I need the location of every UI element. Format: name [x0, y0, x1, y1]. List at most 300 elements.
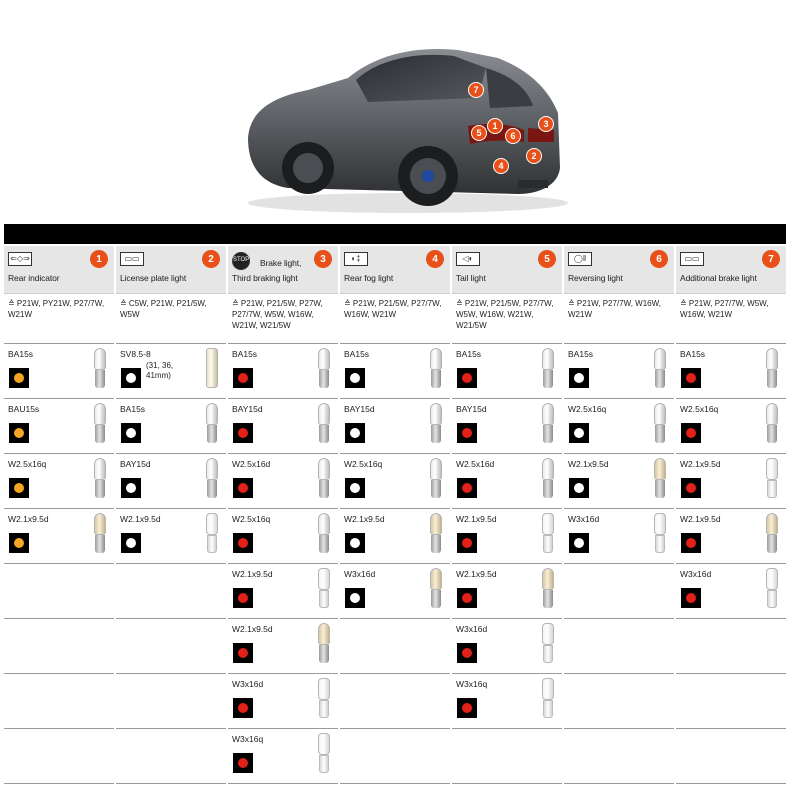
- bulb-glass: [430, 458, 442, 480]
- socket-type: W3x16q: [456, 679, 488, 689]
- light-color-swatch: [345, 368, 365, 388]
- light-color-swatch: [233, 368, 253, 388]
- bulb-glass: [430, 513, 442, 535]
- table-cell: [564, 509, 674, 564]
- socket-type: W2.1x9.5d: [120, 514, 161, 524]
- color-dot: [350, 593, 360, 603]
- bulb-glass: [318, 733, 330, 755]
- column-label-prefix: Brake light,: [260, 258, 302, 268]
- color-dot: [462, 428, 472, 438]
- bulb-glass: [206, 458, 218, 480]
- equivalent-types: ≙ P21W, P27/7W, W5W, W16W, W21W: [676, 294, 786, 344]
- table-cell: [228, 399, 338, 454]
- bulb-image: [540, 513, 556, 557]
- bulb-glass: [766, 568, 778, 590]
- socket-type: BA15s: [456, 349, 482, 359]
- bulb-glass: [206, 348, 218, 388]
- bulb-image: [540, 678, 556, 722]
- bulb-glass: [542, 678, 554, 700]
- light-color-swatch: [681, 423, 701, 443]
- socket-type: BA15s: [232, 349, 258, 359]
- column-7: [676, 246, 786, 784]
- color-dot: [686, 428, 696, 438]
- bulb-base: [207, 535, 217, 553]
- light-color-swatch: [233, 643, 253, 663]
- color-dot: [238, 593, 248, 603]
- bulb-glass: [318, 623, 330, 645]
- bulb-image: [316, 733, 332, 777]
- color-dot: [14, 483, 24, 493]
- column-label: Tail light: [456, 273, 486, 283]
- equivalent-types: ≙ P21W, PY21W, P27/7W, W21W: [4, 294, 114, 344]
- equivalent-types: ≙ P21W, P27/7W, W16W, W21W: [564, 294, 674, 344]
- column-number-badge: 7: [762, 250, 780, 268]
- equivalent-types: ≙ C5W, P21W, P21/5W, W5W: [116, 294, 226, 344]
- bulb-glass: [766, 403, 778, 425]
- bulb-image: [316, 678, 332, 722]
- color-dot: [574, 428, 584, 438]
- color-dot: [462, 373, 472, 383]
- socket-type: BA15s: [568, 349, 594, 359]
- bulb-glass: [542, 348, 554, 370]
- bulb-base: [543, 480, 553, 498]
- column-header: [340, 246, 450, 294]
- color-dot: [574, 483, 584, 493]
- table-cell: [676, 564, 786, 619]
- table-cell: [4, 454, 114, 509]
- light-color-swatch: [569, 478, 589, 498]
- color-dot: [126, 428, 136, 438]
- light-color-swatch: [233, 698, 253, 718]
- reversing-light-icon: ◯‖: [568, 252, 592, 266]
- tail-light-icon: ◁◐: [456, 252, 480, 266]
- bulb-image: [92, 348, 108, 392]
- light-color-swatch: [457, 588, 477, 608]
- socket-type: W2.1x9.5d: [232, 569, 273, 579]
- bulb-base: [95, 480, 105, 498]
- color-dot: [350, 538, 360, 548]
- table-cell: [564, 674, 674, 729]
- rear-indicator-icon: ⇐◇⇒: [8, 252, 32, 266]
- bulb-image: [764, 348, 780, 392]
- table-cell: [116, 564, 226, 619]
- bulb-image: [92, 458, 108, 502]
- column-number-badge: 6: [650, 250, 668, 268]
- license-plate-icon: ▭▭: [120, 252, 144, 266]
- table-cell: [564, 399, 674, 454]
- bulb-glass: [318, 348, 330, 370]
- table-cell: [452, 564, 562, 619]
- table-cell: [4, 729, 114, 784]
- car-illustration-area: [0, 0, 800, 224]
- bulb-image: [204, 513, 220, 557]
- bulb-glass: [654, 348, 666, 370]
- bulb-image: [652, 513, 668, 557]
- bulb-glass: [654, 403, 666, 425]
- column-label: Additional brake light: [680, 273, 757, 283]
- bulb-image: [764, 568, 780, 612]
- column-1: [4, 246, 114, 784]
- table-cell: [452, 454, 562, 509]
- table-cell: [564, 564, 674, 619]
- table-cell: [228, 454, 338, 509]
- socket-type: W2.5x16d: [456, 459, 495, 469]
- table-cell: [228, 729, 338, 784]
- bulb-glass: [318, 403, 330, 425]
- bulb-glass: [654, 458, 666, 480]
- bulb-base: [655, 370, 665, 388]
- bulb-glass: [206, 513, 218, 535]
- bulb-base: [767, 425, 777, 443]
- car-marker-1: 1: [487, 118, 503, 134]
- bulb-image: [428, 458, 444, 502]
- column-header: [676, 246, 786, 294]
- bulb-image: [428, 403, 444, 447]
- light-color-swatch: [681, 588, 701, 608]
- socket-type: W3x16d: [680, 569, 712, 579]
- bulb-base: [319, 590, 329, 608]
- bulb-glass: [318, 568, 330, 590]
- socket-length-note: (31, 36, 41mm): [146, 361, 174, 380]
- car-marker-5: 5: [471, 125, 487, 141]
- table-cell: [564, 729, 674, 784]
- column-label: Rear indicator: [8, 273, 60, 283]
- bulb-glass: [94, 458, 106, 480]
- column-5: [452, 246, 562, 784]
- column-header: [4, 246, 114, 294]
- bulb-glass: [318, 513, 330, 535]
- light-color-swatch: [9, 368, 29, 388]
- socket-type: BAU15s: [8, 404, 40, 414]
- color-dot: [462, 538, 472, 548]
- bulb-image: [206, 348, 218, 392]
- socket-type: W2.1x9.5d: [680, 514, 721, 524]
- socket-type: W3x16d: [456, 624, 488, 634]
- color-dot: [350, 373, 360, 383]
- table-cell: [228, 619, 338, 674]
- color-dot: [238, 538, 248, 548]
- socket-type: SV8.5-8: [120, 349, 151, 359]
- rear-fog-light-icon: ◐‡: [344, 252, 368, 266]
- socket-type: BAY15d: [120, 459, 151, 469]
- bulb-image: [428, 568, 444, 612]
- bulb-image: [316, 513, 332, 557]
- bulb-image: [652, 458, 668, 502]
- socket-type: BAY15d: [456, 404, 487, 414]
- socket-type: W2.5x16q: [8, 459, 47, 469]
- table-cell: [228, 564, 338, 619]
- bulb-base: [431, 590, 441, 608]
- table-cell: [116, 619, 226, 674]
- bulb-base: [767, 590, 777, 608]
- column-number-badge: 3: [314, 250, 332, 268]
- color-dot: [686, 483, 696, 493]
- color-dot: [462, 648, 472, 658]
- table-cell: [340, 729, 450, 784]
- light-color-swatch: [233, 588, 253, 608]
- bulb-image: [540, 458, 556, 502]
- table-cell: [116, 729, 226, 784]
- table-cell: [116, 674, 226, 729]
- column-number-badge: 1: [90, 250, 108, 268]
- car-marker-4: 4: [493, 158, 509, 174]
- table-cell: [228, 344, 338, 399]
- table-cell: [676, 399, 786, 454]
- table-cell: [340, 509, 450, 564]
- light-color-swatch: [681, 368, 701, 388]
- bulb-image: [316, 403, 332, 447]
- color-dot: [686, 593, 696, 603]
- bulb-image: [540, 623, 556, 667]
- bulb-glass: [542, 403, 554, 425]
- bulb-base: [431, 480, 441, 498]
- bulb-base: [655, 480, 665, 498]
- car-illustration: [228, 18, 578, 218]
- table-cell: [452, 619, 562, 674]
- table-cell: [4, 619, 114, 674]
- bulb-base: [319, 645, 329, 663]
- column-label: Reversing light: [568, 273, 623, 283]
- table-cell: [340, 454, 450, 509]
- color-dot: [350, 483, 360, 493]
- bulb-glass: [766, 513, 778, 535]
- bulb-glass: [542, 568, 554, 590]
- socket-type: BA15s: [8, 349, 34, 359]
- table-cell: [564, 344, 674, 399]
- bulb-image: [316, 458, 332, 502]
- bulb-glass: [766, 348, 778, 370]
- bulb-image: [764, 513, 780, 557]
- column-4: [340, 246, 450, 784]
- light-color-swatch: [9, 533, 29, 553]
- bulb-glass: [318, 678, 330, 700]
- bulb-image: [540, 568, 556, 612]
- color-dot: [462, 483, 472, 493]
- bulb-base: [655, 425, 665, 443]
- table-cell: [452, 399, 562, 454]
- light-color-swatch: [569, 423, 589, 443]
- socket-type: W2.5x16q: [568, 404, 607, 414]
- bulb-glass: [94, 348, 106, 370]
- socket-type: W2.1x9.5d: [456, 514, 497, 524]
- equivalent-types: ≙ P21W, P21/5W, P27W, P27/7W, W5W, W16W, W21W, W21/5W: [228, 294, 338, 344]
- column-6: [564, 246, 674, 784]
- bulb-glass: [766, 458, 778, 480]
- light-color-swatch: [457, 698, 477, 718]
- bulb-glass: [430, 348, 442, 370]
- header-bar: [4, 224, 786, 244]
- socket-type: BA15s: [344, 349, 370, 359]
- socket-type: W3x16q: [232, 734, 264, 744]
- table-cell: [340, 399, 450, 454]
- light-color-swatch: [9, 478, 29, 498]
- bulb-glass: [94, 513, 106, 535]
- color-dot: [238, 428, 248, 438]
- table-cell: [116, 509, 226, 564]
- light-color-swatch: [569, 533, 589, 553]
- light-color-swatch: [457, 533, 477, 553]
- column-header: [116, 246, 226, 294]
- table-cell: [4, 509, 114, 564]
- light-color-swatch: [121, 478, 141, 498]
- light-color-swatch: [345, 533, 365, 553]
- bulb-image: [428, 348, 444, 392]
- color-dot: [238, 703, 248, 713]
- car-marker-6: 6: [505, 128, 521, 144]
- color-dot: [238, 648, 248, 658]
- socket-type: BA15s: [120, 404, 146, 414]
- column-number-badge: 4: [426, 250, 444, 268]
- bulb-base: [207, 480, 217, 498]
- bulb-image: [92, 513, 108, 557]
- socket-type: W2.5x16q: [344, 459, 383, 469]
- socket-type: W2.1x9.5d: [232, 624, 273, 634]
- bulb-image: [92, 403, 108, 447]
- table-cell: [228, 674, 338, 729]
- additional-brake-light-icon: ▭▭: [680, 252, 704, 266]
- column-header: [228, 246, 338, 294]
- light-color-swatch: [121, 368, 141, 388]
- column-number-badge: 5: [538, 250, 556, 268]
- table-cell: [340, 674, 450, 729]
- bulb-base: [543, 700, 553, 718]
- bulb-image: [204, 458, 220, 502]
- color-dot: [238, 373, 248, 383]
- socket-type: BAY15d: [344, 404, 375, 414]
- table-cell: [452, 509, 562, 564]
- color-dot: [14, 373, 24, 383]
- bulb-base: [431, 425, 441, 443]
- bulb-base: [207, 425, 217, 443]
- bulb-image: [764, 403, 780, 447]
- color-dot: [350, 428, 360, 438]
- bulb-image: [540, 403, 556, 447]
- light-color-swatch: [345, 588, 365, 608]
- bulb-glass: [430, 568, 442, 590]
- socket-type: BA15s: [680, 349, 706, 359]
- color-dot: [14, 538, 24, 548]
- light-color-swatch: [121, 533, 141, 553]
- color-dot: [574, 373, 584, 383]
- bulb-base: [543, 370, 553, 388]
- bulb-base: [319, 425, 329, 443]
- bulb-base: [431, 370, 441, 388]
- bulb-glass: [542, 513, 554, 535]
- table-cell: [564, 454, 674, 509]
- bulb-base: [543, 645, 553, 663]
- table-cell: [4, 344, 114, 399]
- socket-type: W2.1x9.5d: [568, 459, 609, 469]
- light-color-swatch: [345, 478, 365, 498]
- light-color-swatch: [681, 478, 701, 498]
- bulb-glass: [318, 458, 330, 480]
- socket-type: W2.1x9.5d: [680, 459, 721, 469]
- table-cell: [228, 509, 338, 564]
- light-color-swatch: [233, 478, 253, 498]
- bulb-glass: [654, 513, 666, 535]
- bulb-glass: [542, 623, 554, 645]
- socket-type: W2.1x9.5d: [8, 514, 49, 524]
- color-dot: [462, 593, 472, 603]
- table-cell: [4, 564, 114, 619]
- bulb-glass: [94, 403, 106, 425]
- light-color-swatch: [457, 478, 477, 498]
- bulb-image: [764, 458, 780, 502]
- color-dot: [574, 538, 584, 548]
- socket-type: W2.1x9.5d: [344, 514, 385, 524]
- bulb-base: [543, 425, 553, 443]
- light-color-swatch: [233, 423, 253, 443]
- color-dot: [238, 758, 248, 768]
- column-header: [452, 246, 562, 294]
- socket-type: W3x16d: [232, 679, 264, 689]
- bulb-glass: [542, 458, 554, 480]
- table-cell: [676, 509, 786, 564]
- socket-type: W2.1x9.5d: [456, 569, 497, 579]
- color-dot: [686, 538, 696, 548]
- socket-type: W2.5x16d: [232, 459, 271, 469]
- table-cell: [676, 344, 786, 399]
- bulb-base: [319, 480, 329, 498]
- column-label: License plate light: [120, 273, 187, 283]
- table-cell: [676, 674, 786, 729]
- table-cell: [116, 454, 226, 509]
- column-label: Rear fog light: [344, 273, 394, 283]
- equivalent-types: ≙ P21W, P21/5W, P27/7W, W16W, W21W: [340, 294, 450, 344]
- color-dot: [126, 373, 136, 383]
- bulb-base: [95, 535, 105, 553]
- socket-type: W3x16d: [568, 514, 600, 524]
- bulb-base: [767, 535, 777, 553]
- table-cell: [452, 344, 562, 399]
- bulb-image: [652, 348, 668, 392]
- bulb-glass: [430, 403, 442, 425]
- car-marker-7: 7: [468, 82, 484, 98]
- equivalent-types: ≙ P21W, P21/5W, P27/7W, W5W, W16W, W21W, W21/5W: [452, 294, 562, 344]
- table-cell: [676, 454, 786, 509]
- bulb-base: [431, 535, 441, 553]
- bulb-base: [319, 370, 329, 388]
- bulb-base: [319, 535, 329, 553]
- bulb-image: [540, 348, 556, 392]
- table-cell: [676, 619, 786, 674]
- table-cell: [676, 729, 786, 784]
- bulb-base: [543, 590, 553, 608]
- bulb-glass: [206, 403, 218, 425]
- stop-light-icon: STOP: [232, 252, 250, 270]
- light-color-swatch: [457, 423, 477, 443]
- light-color-swatch: [9, 423, 29, 443]
- table-cell: [340, 619, 450, 674]
- socket-type: W3x16d: [344, 569, 376, 579]
- bulb-base: [767, 480, 777, 498]
- light-color-swatch: [569, 368, 589, 388]
- table-cell: [116, 399, 226, 454]
- table-cell: [4, 674, 114, 729]
- light-color-swatch: [233, 533, 253, 553]
- color-dot: [686, 373, 696, 383]
- bulb-image: [316, 568, 332, 612]
- bulb-image: [316, 348, 332, 392]
- table-cell: [564, 619, 674, 674]
- bulb-base: [95, 370, 105, 388]
- bulb-base: [319, 755, 329, 773]
- socket-type: W2.5x16q: [680, 404, 719, 414]
- socket-type: W2.5x16q: [232, 514, 271, 524]
- car-marker-3: 3: [538, 116, 554, 132]
- color-dot: [238, 483, 248, 493]
- table-cell: [340, 344, 450, 399]
